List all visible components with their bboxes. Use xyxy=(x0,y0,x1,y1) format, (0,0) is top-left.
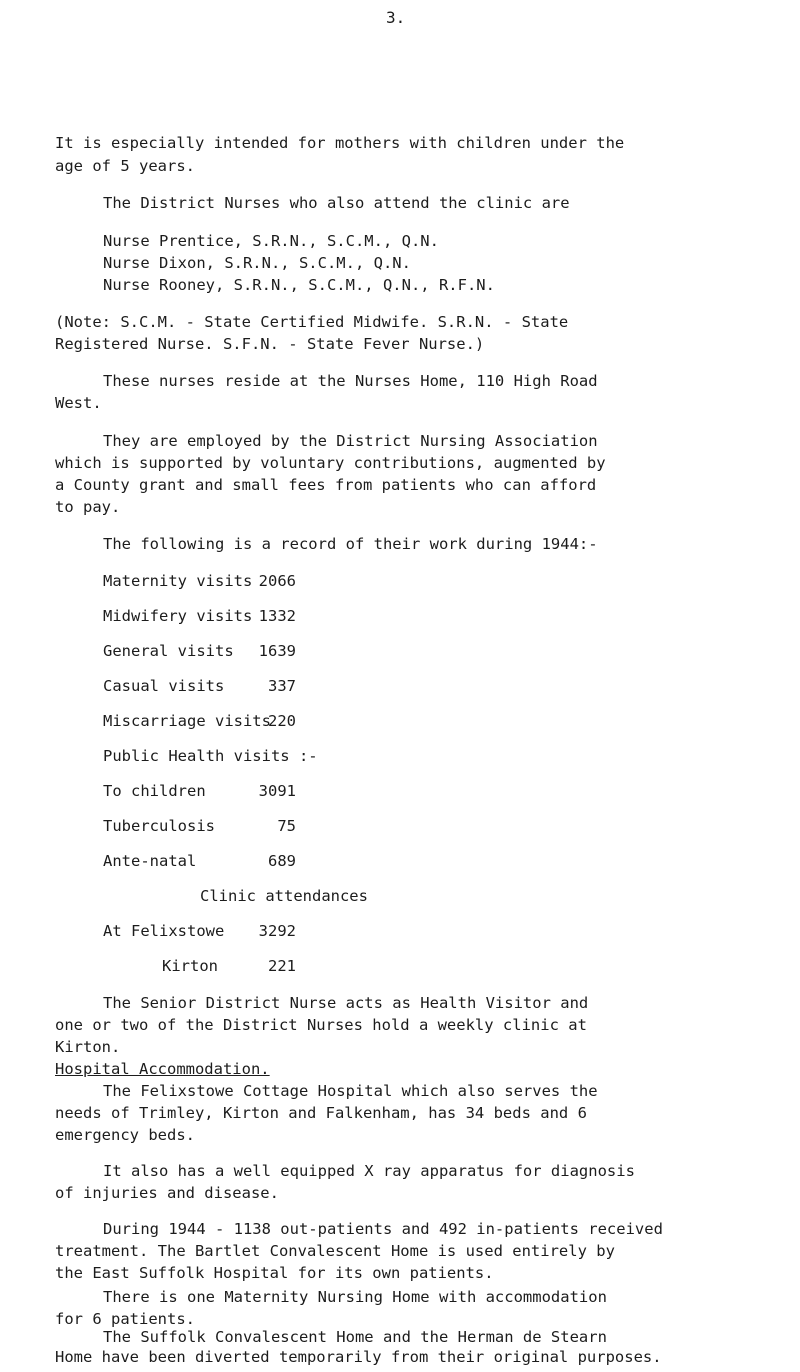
senior-nurse-line: Kirton. xyxy=(55,1038,121,1056)
clinic-label: At Felixstowe xyxy=(103,922,225,940)
clinic-attendances-heading: Clinic attendances xyxy=(200,887,368,905)
note-line: Registered Nurse. S.F.N. - State Fever Nurse.) xyxy=(55,335,485,353)
record-value: 1639 xyxy=(258,642,296,660)
xray-line: It also has a well equipped X ray apparatus for diagnosis xyxy=(103,1162,635,1180)
record-value: 1332 xyxy=(258,607,296,625)
record-label: Tuberculosis xyxy=(103,817,215,835)
diverted-line: Home have been diverted temporarily from their original purposes. xyxy=(55,1348,662,1366)
employment-line: They are employed by the District Nursing Association xyxy=(103,432,598,450)
hospital-line: needs of Trimley, Kirton and Falkenham, has 34 beds and 6 xyxy=(55,1104,587,1122)
record-label: Casual visits xyxy=(103,677,225,695)
record-value: 689 xyxy=(268,852,296,870)
paragraph-intro-line-2: age of 5 years. xyxy=(55,157,195,175)
clinic-value: 3292 xyxy=(258,922,296,940)
patients-line: During 1944 - 1138 out-patients and 492 in-patients received xyxy=(103,1220,663,1238)
employment-line: to pay. xyxy=(55,498,121,516)
record-value: 3091 xyxy=(258,782,296,800)
senior-nurse-line: one or two of the District Nurses hold a weekly clinic at xyxy=(55,1016,587,1034)
clinic-value: 221 xyxy=(268,957,296,975)
nurse-entry: Nurse Dixon, S.R.N., S.C.M., Q.N. xyxy=(103,254,411,272)
employment-line: which is supported by voluntary contributions, augmented by xyxy=(55,454,606,472)
diverted-line: The Suffolk Convalescent Home and the Herman de Stearn xyxy=(103,1328,607,1346)
note-line: (Note: S.C.M. - State Certified Midwife. S.R.N. - State xyxy=(55,313,569,331)
patients-line: treatment. The Bartlet Convalescent Home is used entirely by xyxy=(55,1242,615,1260)
hospital-line: emergency beds. xyxy=(55,1126,195,1144)
employment-line: a County grant and small fees from patients who can afford xyxy=(55,476,597,494)
record-value: 2066 xyxy=(258,572,296,590)
maternity-home-line: for 6 patients. xyxy=(55,1310,195,1328)
record-label: Maternity visits xyxy=(103,572,253,590)
hospital-accommodation-heading: Hospital Accommodation. xyxy=(55,1060,270,1078)
hospital-line: The Felixstowe Cottage Hospital which also serves the xyxy=(103,1082,598,1100)
record-label: Midwifery visits xyxy=(103,607,253,625)
page-number: 3. xyxy=(386,8,406,27)
record-label: Miscarriage visits xyxy=(103,712,271,730)
maternity-home-line: There is one Maternity Nursing Home with accommodation xyxy=(103,1288,607,1306)
xray-line: of injuries and disease. xyxy=(55,1184,279,1202)
record-value: 75 xyxy=(277,817,296,835)
residence-line: West. xyxy=(55,394,102,412)
clinic-label: Kirton xyxy=(162,957,218,975)
record-label: General visits xyxy=(103,642,234,660)
record-label: To children xyxy=(103,782,206,800)
record-label: Ante-natal xyxy=(103,852,197,870)
record-label: Public Health visits :- xyxy=(103,747,318,765)
nurse-entry: Nurse Rooney, S.R.N., S.C.M., Q.N., R.F.N. xyxy=(103,276,495,294)
record-value: 337 xyxy=(268,677,296,695)
nurse-entry: Nurse Prentice, S.R.N., S.C.M., Q.N. xyxy=(103,232,439,250)
senior-nurse-line: The Senior District Nurse acts as Health Visitor and xyxy=(103,994,589,1012)
residence-line: These nurses reside at the Nurses Home, 110 High Road xyxy=(103,372,598,390)
patients-line: the East Suffolk Hospital for its own patients. xyxy=(55,1264,494,1282)
record-value: 220 xyxy=(268,712,296,730)
paragraph-intro-line: It is especially intended for mothers with children under the xyxy=(55,134,625,152)
district-nurses-intro: The District Nurses who also attend the clinic are xyxy=(103,194,570,212)
record-intro: The following is a record of their work during 1944:- xyxy=(103,535,598,553)
